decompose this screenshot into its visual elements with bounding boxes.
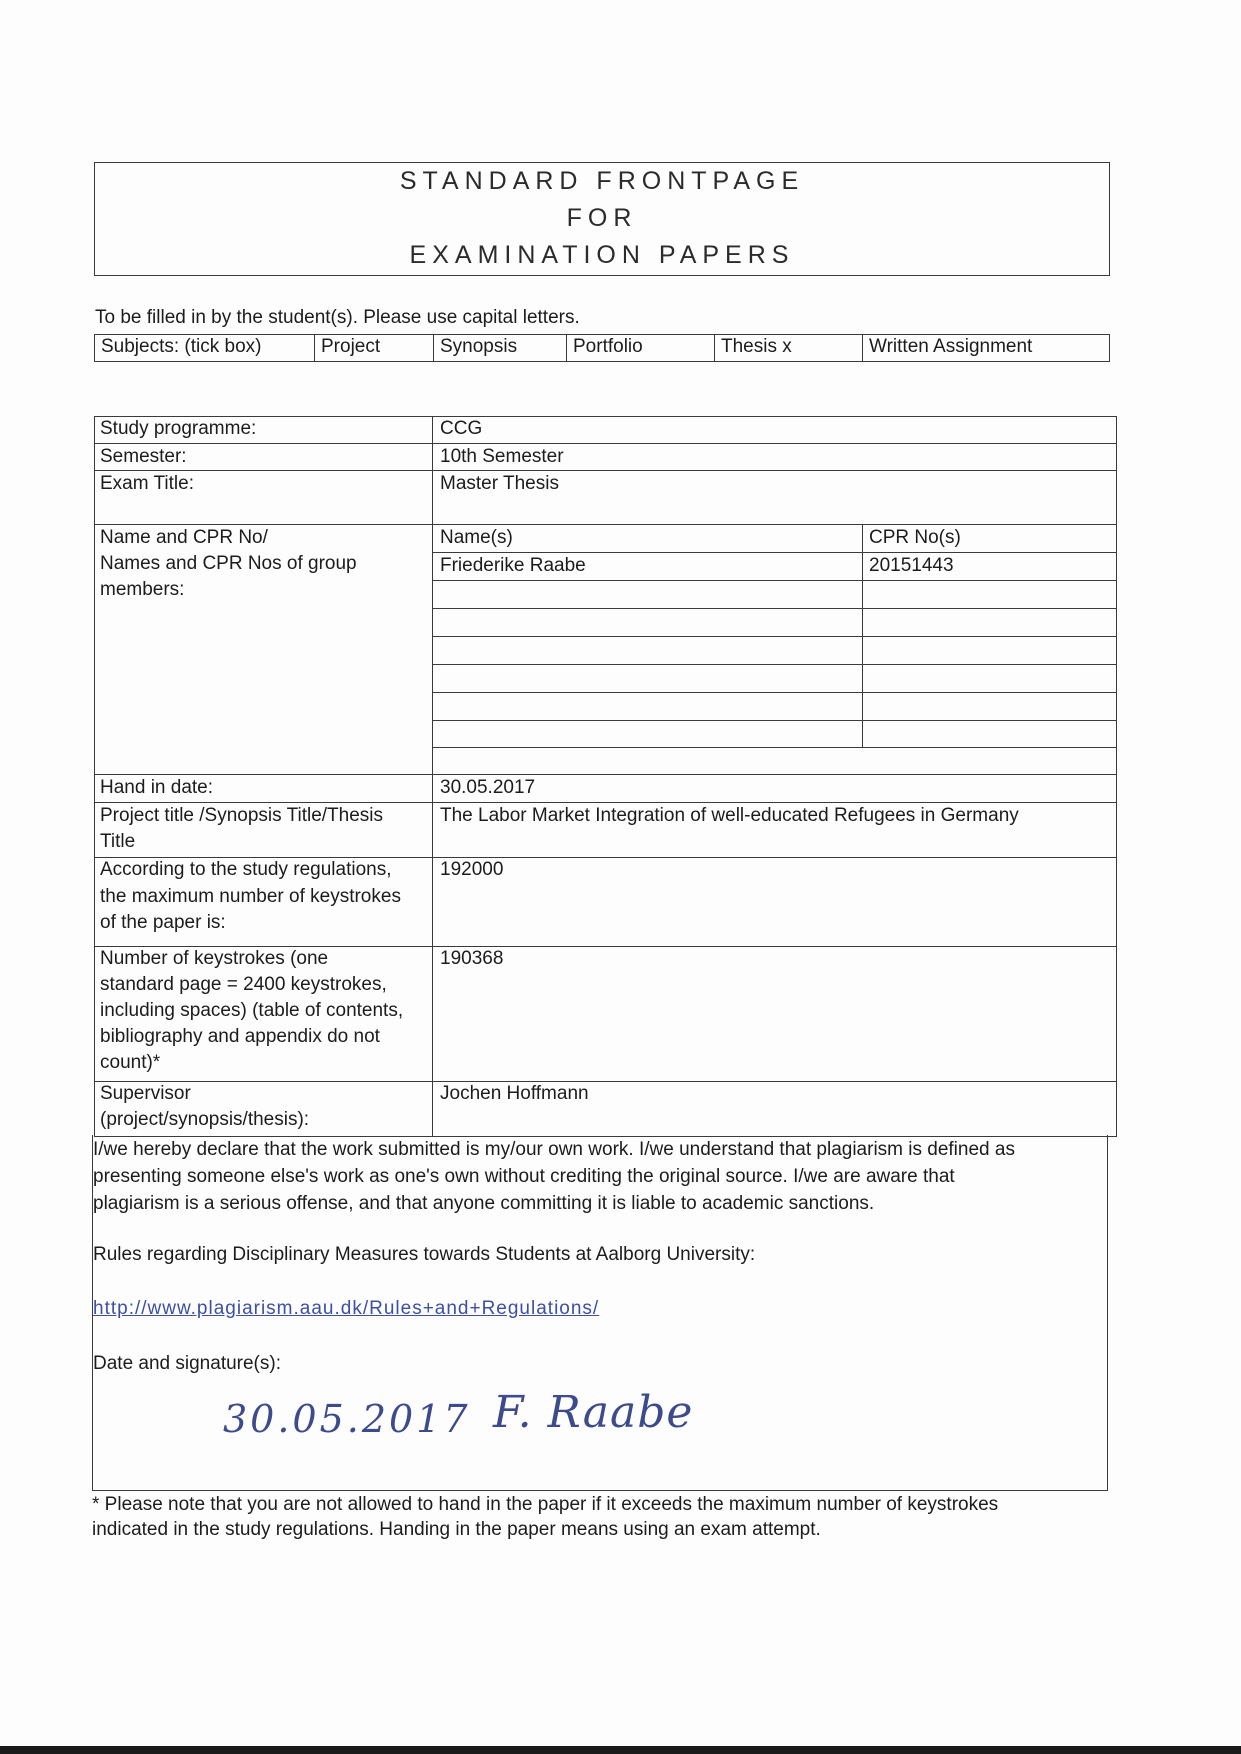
semester-label: Semester: [100,446,187,467]
table-line [432,608,1117,609]
title-line-2: FOR [566,204,638,232]
subject-thesis[interactable]: Thesis x [715,335,863,361]
table-line [432,664,1117,665]
max-keystrokes-value[interactable]: 192000 [440,859,504,880]
date-signature-label: Date and signature(s): [93,1353,281,1374]
max-keystrokes-label-3: of the paper is: [100,912,226,933]
supervisor-label-1: Supervisor [100,1083,191,1104]
num-keystrokes-label-4: bibliography and appendix do not [100,1026,380,1047]
num-keystrokes-label-1: Number of keystrokes (one [100,948,329,969]
table-line [432,720,1117,721]
project-title-label-1: Project title /Synopsis Title/Thesis [100,805,383,826]
scan-edge [0,1746,1241,1754]
member-name-1[interactable]: Friederike Raabe [440,555,586,576]
rules-text: Rules regarding Disciplinary Measures towards Students at Aalborg University: [93,1244,756,1265]
subject-synopsis[interactable]: Synopsis [434,335,567,361]
table-line [94,470,1117,471]
members-label-1: Name and CPR No/ [100,527,268,548]
table-line [94,1081,1117,1082]
declaration-box [92,1135,1108,1491]
table-line [94,443,1117,444]
table-line [432,692,1117,693]
project-title-label-2: Title [100,831,136,852]
subject-written-assignment[interactable]: Written Assignment [869,336,1033,357]
supervisor-value[interactable]: Jochen Hoffmann [440,1083,589,1104]
num-keystrokes-label-3: including spaces) (table of contents, [100,1000,404,1021]
exam-title-label: Exam Title: [100,473,194,494]
table-line [432,580,1117,581]
num-keystrokes-label-2: standard page = 2400 keystrokes, [100,974,387,995]
declaration-line-1: I/we hereby declare that the work submitted is my/our own work. I/we understand that plagiarism is defined as [93,1139,1015,1160]
names-header: Name(s) [440,527,513,548]
declaration-line-2: presenting someone else's work as one's own without crediting the original source. I/we are aware that [93,1166,955,1187]
table-line [432,747,1117,748]
handwritten-signature: F. Raabe [493,1387,694,1438]
project-title-value[interactable]: The Labor Market Integration of well-educated Refugees in Germany [440,805,1019,826]
hand-in-date-label: Hand in date: [100,777,214,798]
semester-value[interactable]: 10th Semester [440,446,564,467]
study-programme-value[interactable]: CCG [440,418,483,439]
num-keystrokes-value[interactable]: 190368 [440,948,504,969]
max-keystrokes-label-2: the maximum number of keystrokes [100,886,401,907]
subject-portfolio[interactable]: Portfolio [567,335,715,361]
handwritten-date: 30.05.2017 [223,1397,471,1441]
subjects-row [94,334,1110,362]
subject-project[interactable]: Project [315,335,434,361]
members-label-2: Names and CPR Nos of group [100,553,357,574]
supervisor-label-2: (project/synopsis/thesis): [100,1109,310,1130]
member-cpr-1[interactable]: 20151443 [869,555,954,576]
title-line-1: STANDARD FRONTPAGE [399,167,805,195]
table-line [94,774,1117,775]
footnote-line-1: * Please note that you are not allowed to hand in the paper if it exceeds the maximum number of keystrokes [92,1494,999,1515]
study-programme-label: Study programme: [100,418,257,439]
footnote-line-2: indicated in the study regulations. Handing in the paper means using an exam attempt. [92,1519,821,1540]
members-label-3: members: [100,579,185,600]
max-keystrokes-label-1: According to the study regulations, [100,859,392,880]
declaration-line-3: plagiarism is a serious offense, and that anyone committing it is liable to academic sanctions. [93,1193,875,1214]
instruction-text: To be filled in by the student(s). Please use capital letters. [95,307,580,328]
num-keystrokes-label-5: count)* [100,1052,161,1073]
cpr-header: CPR No(s) [869,527,961,548]
title-box [94,162,1110,276]
title-line-3: EXAMINATION PAPERS [409,241,795,269]
hand-in-date-value[interactable]: 30.05.2017 [440,777,536,798]
rules-link[interactable]: http://www.plagiarism.aau.dk/Rules+and+Regulations/ [93,1298,600,1319]
exam-title-value[interactable]: Master Thesis [440,473,559,494]
table-line [432,636,1117,637]
subjects-label: Subjects: (tick box) [95,335,315,361]
